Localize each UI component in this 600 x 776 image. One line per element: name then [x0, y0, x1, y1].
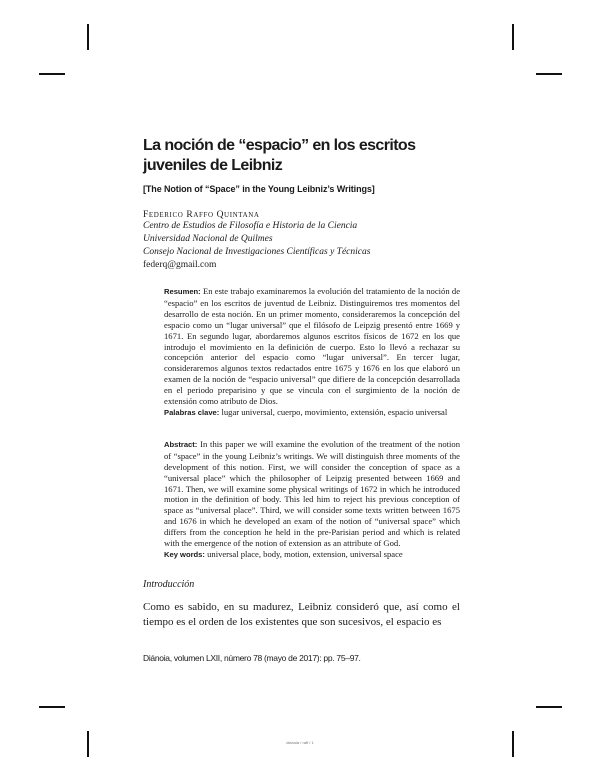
key-words-text: universal place, body, motion, extension, universal space: [207, 548, 403, 559]
journal-reference: Diánoia, volumen LXII, número 78 (mayo de 2017): pp. 75–97.: [143, 653, 361, 663]
crop-mark-bottom-left-h: [39, 706, 65, 708]
section-heading: Introducción: [143, 578, 195, 590]
abstract-block: [164, 439, 460, 549]
affiliation: Centro de Estudios de Filosofía e Historia de la Ciencia: [143, 221, 358, 231]
abstract-label: Abstract:: [164, 439, 198, 449]
page-footer: dianoia / raff / 1: [286, 740, 314, 745]
abstract-keywords: [164, 549, 460, 561]
resumen-text: En este trabajo examinaremos la evolución del tratamiento de la noción de “espacio” en los escritos de juventud de Leibniz. Distinguiremos tres momentos del desarrollo de esta noción. En un primer momento, consideraremos la concepción del espacio como un “lugar universal” que el filósofo de Leipzig presentó entre 1669 y 1671. En segundo lugar, abordaremos algunos escritos físicos de 1672 en los que introdujo el movimiento en la definición de cuerpo. Esto lo llevó a rechazar su concepción anterior del espacio como “lugar universal”. En tercer lugar, consideraremos algunos textos redactados entre 1675 y 1676 en los que elaboró un examen de la noción de “espacio universal” que difiere de la concepción desarrollada en el periodo preparisino y que se vincula con el surgimiento de la noción de extensión como atributo de Dios.: [164, 286, 461, 407]
article-title: La noción de “espacio” en los escritos juveniles de Leibniz: [143, 137, 416, 174]
palabras-clave-label: Palabras clave:: [164, 407, 220, 417]
crop-mark-top-left: [87, 24, 89, 50]
resumen-keywords: [164, 407, 460, 419]
affiliation: Universidad Nacional de Quilmes: [143, 234, 273, 244]
palabras-clave-text: lugar universal, cuerpo, movimiento, extensión, espacio universal: [221, 406, 448, 417]
crop-mark-bottom-right-h: [536, 706, 562, 708]
affiliation: Consejo Nacional de Investigaciones Científicas y Técnicas: [143, 247, 371, 257]
article-page: [143, 136, 460, 630]
author-email: federq@gmail.com: [143, 260, 217, 270]
resumen-label: Resumen:: [164, 287, 201, 296]
crop-mark-top-right-h: [536, 73, 562, 75]
crop-mark-top-right: [512, 24, 514, 50]
key-words-label: Key words:: [164, 549, 205, 559]
author-name: Federico Raffo Quintana: [143, 210, 260, 220]
resumen-block: [164, 286, 460, 407]
body-paragraph: Como es sabido, en su madurez, Leibniz consideró que, así como el tiempo es el orden de los existentes que son sucesivos, el espacio es: [143, 600, 460, 628]
abstract-text: In this paper we will examine the evolution of the treatment of the notion of “space” in the young Leibniz’s writings. We will distinguish three moments of the development of this notion. First, we will consider the conception of space as a “universal place” which the philosopher of Leipzig presented between 1669 and 1671. Then, we will examine some physical writings of 1672 in which he introduced motion in the definition of body. This led him to reject his previous conception of space as “universal place”. Third, we will consider some texts written between 1675 and 1676 in which he developed an exam of the notion of “universal space” which differs from the conception he held in the pre-Parisian period and which is related with the emergence of the notion of extension as an attribute of God.: [164, 438, 460, 549]
article-subtitle: [The Notion of “Space” in the Young Leibniz’s Writings]: [143, 184, 375, 194]
crop-mark-top-left-h: [39, 73, 65, 75]
